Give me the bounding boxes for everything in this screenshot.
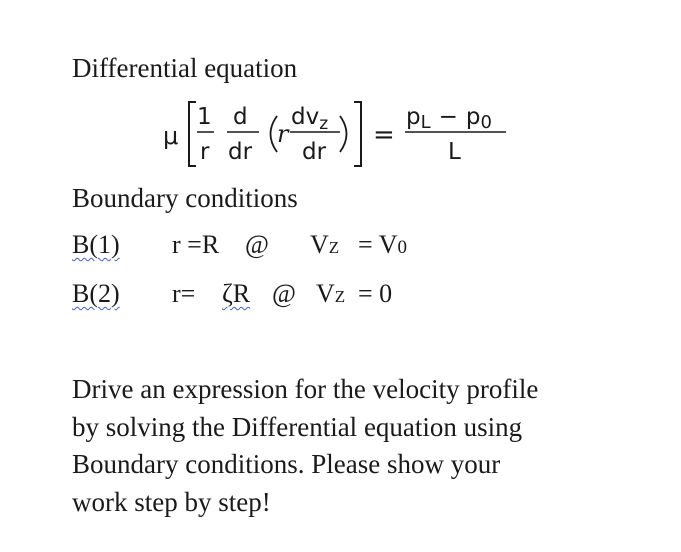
instruction-line: by solving the Differential equation using bbox=[72, 411, 523, 442]
mu-symbol: μ bbox=[163, 122, 179, 150]
close-paren bbox=[340, 116, 347, 152]
bc-value: = V0 bbox=[358, 230, 407, 259]
left-bracket bbox=[189, 102, 196, 166]
italic-r: r bbox=[277, 120, 289, 148]
dvz-denominator: dr bbox=[302, 139, 327, 165]
bc-condition-b: ζR bbox=[222, 279, 251, 308]
bc-condition-a: r= bbox=[172, 279, 196, 308]
differential-equation bbox=[160, 94, 520, 174]
equals-sign: = bbox=[373, 120, 395, 150]
right-bracket bbox=[354, 102, 361, 166]
derivative-dr: dr bbox=[228, 139, 253, 165]
bc-label: B(1) bbox=[72, 230, 120, 259]
bc-value: = 0 bbox=[358, 279, 393, 308]
fraction-one: 1 bbox=[197, 104, 212, 130]
length-L: L bbox=[448, 139, 461, 165]
instruction-line: Boundary conditions. Please show your bbox=[72, 449, 501, 479]
pressure-difference: pL − p0 bbox=[406, 104, 492, 133]
bc-condition: r =R bbox=[172, 230, 220, 259]
derivative-d: d bbox=[233, 104, 248, 130]
dvz-numerator: $dv_z$ bbox=[291, 104, 329, 134]
boundary-heading: Boundary conditions bbox=[72, 183, 298, 213]
instruction-line: work step by step! bbox=[72, 486, 271, 517]
bc-label: B(2) bbox=[72, 279, 120, 308]
instruction-paragraph bbox=[72, 371, 662, 521]
bc-variable: VZ bbox=[310, 230, 340, 259]
equation-heading: Differential equation bbox=[72, 53, 298, 83]
instruction-line: Drive an expression for the velocity profile bbox=[72, 374, 539, 404]
fraction-r: r bbox=[200, 139, 210, 165]
at-symbol: @ bbox=[245, 230, 269, 259]
bc-variable: VZ bbox=[316, 279, 346, 308]
at-symbol: @ bbox=[272, 279, 296, 308]
